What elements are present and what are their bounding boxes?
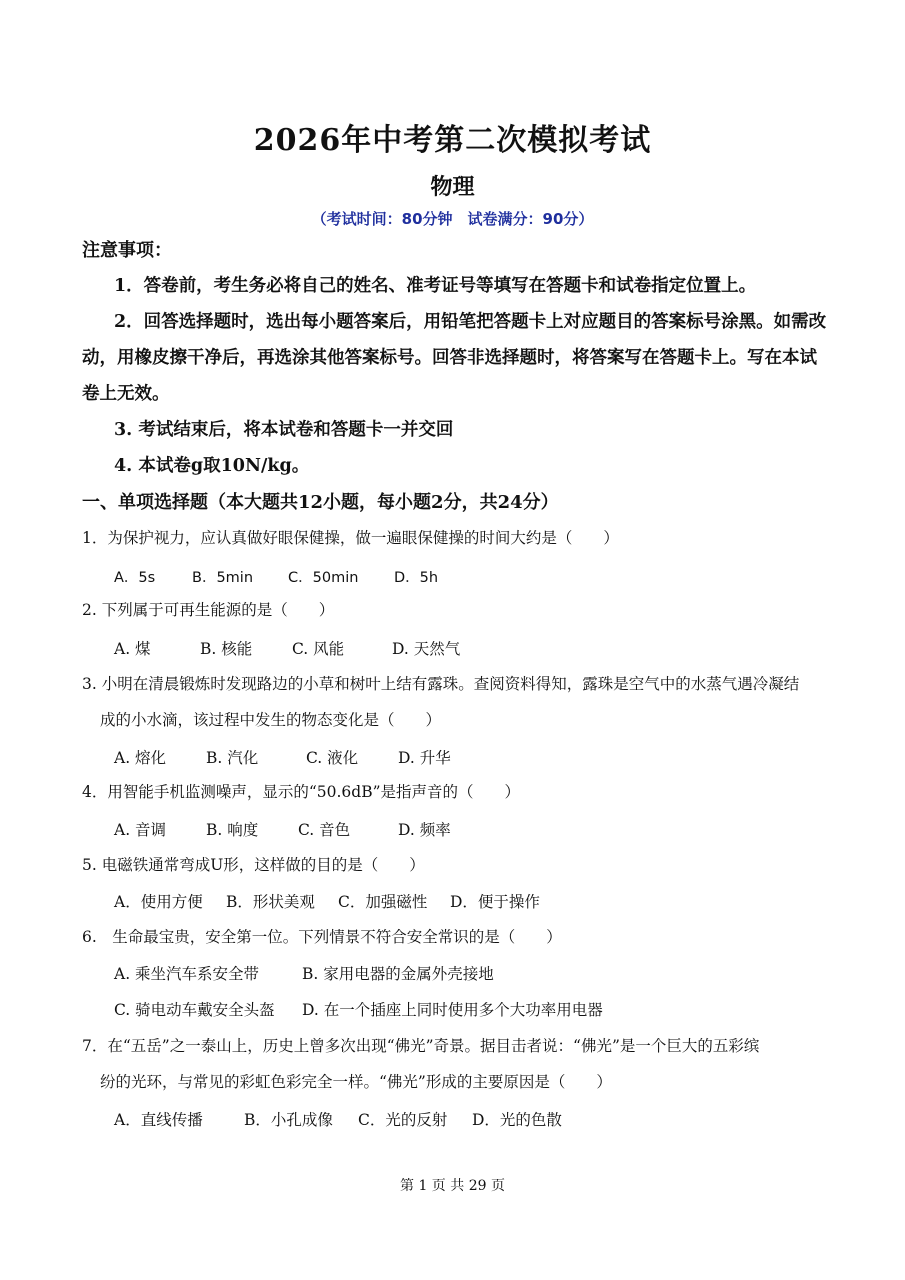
question-stem-line: 成的小水滴，该过程中发生的物态变化是（ ） xyxy=(100,711,442,729)
question-7-options xyxy=(114,1108,562,1130)
option-d[interactable]: D. 升华 xyxy=(398,749,451,767)
option-c[interactable]: C. 音色 xyxy=(298,821,351,839)
question-stem: 4．用智能手机监测噪声，显示的“50.6dB”是指声音的（ ） xyxy=(82,783,521,801)
option-d[interactable]: D. 在一个插座上同时使用多个大功率用电器 xyxy=(302,1001,603,1019)
question-2-options xyxy=(114,637,460,659)
question-stem-line: 7．在“五岳”之一泰山上，历史上曾多次出现“佛光”奇景。据目击者说：“佛光”是一个巨大的五彩缤 xyxy=(82,1037,760,1055)
notes-list xyxy=(82,268,834,484)
note-item: 4. 本试卷g取10N/kg。 xyxy=(114,456,310,476)
question-stem: 6. 生命最宝贵，安全第一位。下列情景不符合安全常识的是（ ） xyxy=(82,928,562,946)
question-2 xyxy=(82,592,834,628)
option-c[interactable]: C．50min xyxy=(288,570,359,586)
option-c[interactable]: C. 液化 xyxy=(306,749,359,767)
option-a[interactable]: A．使用方便 xyxy=(114,893,203,911)
note-item: 1．答卷前，考生务必将自己的姓名、准考证号等填写在答题卡和试卷指定位置上。 xyxy=(114,276,757,296)
question-stem: 2. 下列属于可再生能源的是（ ） xyxy=(82,601,335,619)
option-b[interactable]: B. 汽化 xyxy=(206,749,259,767)
option-b[interactable]: B．小孔成像 xyxy=(244,1111,333,1129)
exam-info: （考试时间：80分钟 试卷满分：90分） xyxy=(311,210,594,228)
option-a[interactable]: A. 煤 xyxy=(114,640,151,658)
option-d[interactable]: D. 频率 xyxy=(398,821,451,839)
question-5-options xyxy=(114,890,540,912)
question-4 xyxy=(82,774,834,810)
question-6 xyxy=(82,919,834,955)
question-5 xyxy=(82,847,834,883)
question-stem-line: 纷的光环，与常见的彩虹色彩完全一样。“佛光”形成的主要原因是（ ） xyxy=(100,1073,612,1091)
note-item: 3. 考试结束后，将本试卷和答题卡一并交回 xyxy=(114,420,454,440)
page-footer: 第 1 页 共 29 页 xyxy=(400,1178,505,1194)
option-a[interactable]: A. 音调 xyxy=(114,821,167,839)
question-3-options xyxy=(114,746,451,768)
option-a[interactable]: A. 乘坐汽车系安全带 xyxy=(114,965,260,983)
question-6-options-row-2 xyxy=(114,998,603,1020)
subject-title: 物理 xyxy=(430,174,475,200)
option-d[interactable]: D．便于操作 xyxy=(450,893,540,911)
question-3 xyxy=(82,666,834,738)
section-heading: 一、单项选择题（本大题共12小题，每小题2分，共24分） xyxy=(82,492,559,513)
option-b[interactable]: B．形状美观 xyxy=(226,893,315,911)
option-b[interactable]: B. 家用电器的金属外壳接地 xyxy=(302,965,494,983)
option-c[interactable]: C．光的反射 xyxy=(358,1111,448,1129)
note-item: 2．回答选择题时，选出每小题答案后，用铅笔把答题卡上对应题目的答案标号涂黑。如需改动，用橡皮擦干净后，再选涂其他答案标号。回答非选择题时，将答案写在答题卡上。写在本试卷上无效。 xyxy=(82,312,827,404)
option-b[interactable]: B. 响度 xyxy=(206,821,259,839)
option-c[interactable]: C．加强磁性 xyxy=(338,893,428,911)
option-c[interactable]: C. 风能 xyxy=(292,640,345,658)
option-a[interactable]: A．5s xyxy=(114,570,156,586)
question-1 xyxy=(82,520,834,556)
question-stem: 5. 电磁铁通常弯成U形，这样做的目的是（ ） xyxy=(82,856,425,874)
option-a[interactable]: A. 熔化 xyxy=(114,749,167,767)
notes-heading: 注意事项： xyxy=(82,240,172,261)
question-7 xyxy=(82,1028,834,1100)
option-c[interactable]: C. 骑电动车戴安全头盔 xyxy=(114,1001,275,1019)
question-stem-line: 3. 小明在清晨锻炼时发现路边的小草和树叶上结有露珠。查阅资料得知，露珠是空气中的水蒸气遇冷凝结 xyxy=(82,675,800,693)
option-b[interactable]: B. 核能 xyxy=(200,640,253,658)
page-title: 2026年中考第二次模拟考试 xyxy=(253,123,652,158)
option-b[interactable]: B．5min xyxy=(192,570,254,586)
option-d[interactable]: D．光的色散 xyxy=(472,1111,562,1129)
question-6-options-row-1 xyxy=(114,962,494,984)
option-a[interactable]: A．直线传播 xyxy=(114,1111,203,1129)
question-4-options xyxy=(114,818,451,840)
question-stem: 1．为保护视力，应认真做好眼保健操，做一遍眼保健操的时间大约是（ ） xyxy=(82,529,619,547)
question-1-options xyxy=(114,566,438,587)
option-d[interactable]: D．5h xyxy=(394,570,439,586)
option-d[interactable]: D. 天然气 xyxy=(392,640,461,658)
